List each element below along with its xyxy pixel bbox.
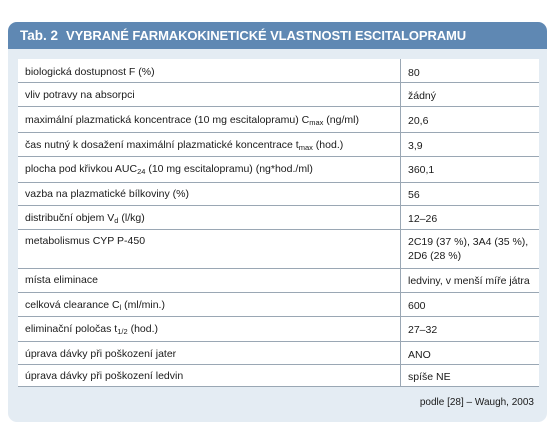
table-row — [18, 205, 539, 229]
parameter-text: biologická dostupnost F (%) — [25, 66, 155, 78]
value-cell — [408, 66, 420, 80]
parameter-text: plocha pod křivkou AUC — [25, 163, 138, 175]
value-cell — [408, 299, 426, 313]
table-row — [18, 364, 539, 387]
value-text: 3,9 — [408, 140, 423, 152]
parameter-cell — [25, 188, 189, 200]
table-row — [18, 268, 539, 292]
column-divider — [400, 269, 401, 292]
value-cell — [408, 274, 530, 288]
parameter-text: úprava dávky při poškození jater — [25, 348, 177, 360]
column-divider — [400, 230, 401, 268]
table-number: Tab. 2 — [20, 28, 59, 43]
value-text: 360,1 — [408, 164, 435, 176]
value-cell — [408, 323, 437, 337]
parameter-cell — [25, 212, 145, 225]
parameter-cell — [25, 274, 98, 286]
value-text: 20,6 — [408, 115, 429, 127]
table-header-banner — [8, 22, 547, 49]
column-divider — [400, 293, 401, 316]
column-divider — [400, 157, 401, 182]
column-divider — [400, 183, 401, 205]
column-divider — [400, 206, 401, 229]
value-cell — [408, 348, 431, 362]
parameter-cell — [25, 163, 313, 176]
parameter-subscript: 1/2 — [117, 327, 128, 336]
pharmacokinetics-table — [18, 59, 539, 387]
table-row — [18, 59, 539, 82]
parameter-cell — [25, 235, 145, 247]
value-text: žádný — [408, 90, 437, 102]
table-card — [8, 22, 547, 422]
value-text: 56 — [408, 189, 420, 201]
parameter-text: (l/kg) — [118, 212, 145, 224]
parameter-text: čas nutný k dosažení maximální plazmatické koncentrace t — [25, 139, 299, 151]
parameter-text: vazba na plazmatické bílkoviny (%) — [25, 188, 189, 200]
value-text: ANO — [408, 349, 431, 361]
column-divider — [400, 365, 401, 386]
value-cell — [408, 370, 451, 384]
value-cell — [408, 235, 528, 263]
parameter-text: místa eliminace — [25, 274, 98, 286]
parameter-cell — [25, 299, 165, 312]
parameter-subscript: l — [119, 303, 122, 312]
value-cell — [408, 212, 437, 226]
parameter-cell — [25, 89, 135, 101]
column-divider — [400, 133, 401, 156]
parameter-cell — [25, 114, 359, 127]
column-divider — [400, 83, 401, 106]
value-text: 2C19 (37 %), 3A4 (35 %), — [408, 236, 529, 248]
value-text: spíše NE — [408, 371, 451, 383]
column-divider — [400, 317, 401, 341]
parameter-text: celková clearance C — [25, 299, 120, 311]
value-text: 12–26 — [408, 213, 438, 225]
parameter-text: maximální plazmatická koncentrace (10 mg escitalopramu) C — [25, 114, 310, 126]
parameter-cell — [25, 139, 343, 152]
value-text: 27–32 — [408, 324, 438, 336]
value-text: 600 — [408, 300, 426, 312]
table-row — [18, 341, 539, 364]
parameter-cell — [25, 370, 183, 382]
parameter-text: úprava dávky při poškození ledvin — [25, 370, 184, 382]
parameter-text: (ng/ml) — [323, 114, 359, 126]
table-row — [18, 156, 539, 182]
table-row — [18, 132, 539, 156]
table-row — [18, 229, 539, 268]
parameter-text: vliv potravy na absorpci — [25, 89, 135, 101]
value-text: 80 — [408, 67, 420, 79]
value-cell — [408, 89, 436, 103]
column-divider — [400, 59, 401, 82]
parameter-subscript: max — [298, 143, 313, 152]
value-text: ledviny, v menší míře játra — [408, 275, 530, 287]
parameter-text: (hod.) — [312, 139, 344, 151]
source-citation: podle [28] – Waugh, 2003 — [419, 397, 534, 408]
parameter-cell — [25, 66, 155, 78]
parameter-text: eliminační poločas t — [25, 323, 118, 335]
parameter-cell — [25, 323, 158, 336]
value-cell — [408, 163, 434, 177]
table-row — [18, 106, 539, 132]
table-row — [18, 292, 539, 316]
value-text: 2D6 (28 %) — [408, 250, 462, 262]
table-title: VYBRANÉ FARMAKOKINETICKÉ VLASTNOSTI ESCITALOPRAMU — [66, 28, 467, 43]
parameter-cell — [25, 348, 176, 360]
parameter-subscript: 24 — [137, 167, 146, 176]
value-cell — [408, 188, 420, 202]
parameter-subscript: d — [114, 216, 119, 225]
parameter-text: (10 mg escitalopramu) (ng*hod./ml) — [145, 163, 313, 175]
table-row — [18, 316, 539, 341]
parameter-text: (ml/min.) — [121, 299, 165, 311]
table-row — [18, 182, 539, 205]
parameter-text: distribuční objem V — [25, 212, 115, 224]
column-divider — [400, 342, 401, 364]
table-row — [18, 82, 539, 106]
value-cell — [408, 114, 428, 128]
parameter-subscript: max — [309, 118, 324, 127]
parameter-text: (hod.) — [127, 323, 159, 335]
parameter-text: metabolismus CYP P-450 — [25, 235, 146, 247]
column-divider — [400, 107, 401, 132]
value-cell — [408, 139, 423, 153]
